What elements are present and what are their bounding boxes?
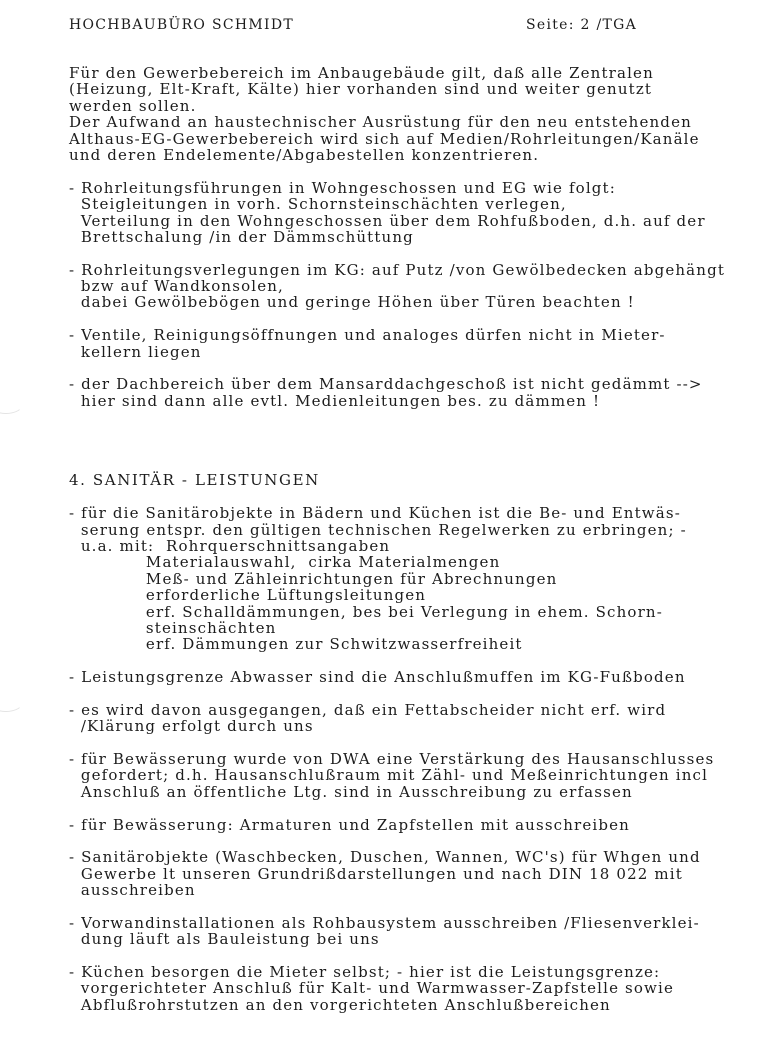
text-line: erf. Schalldämmungen, bes bei Verlegung in ehem. Schorn-	[69, 602, 663, 621]
text-line: /Klärung erfolgt durch uns	[69, 717, 314, 736]
punch-hole-mark	[0, 690, 24, 712]
text-line: Brettschalung /in der Dämmschüttung	[69, 227, 414, 246]
text-line: - für Bewässerung wurde von DWA eine Verstärkung des Hausanschlusses	[69, 750, 715, 769]
section-heading: 4. SANITÄR - LEISTUNGEN	[69, 471, 320, 490]
text-line: - Sanitärobjekte (Waschbecken, Duschen, Wannen, WC's) für Whgen und	[69, 848, 701, 867]
bullet-item	[69, 669, 754, 685]
text-line: werden sollen.	[69, 96, 197, 115]
text-line: - für die Sanitärobjekte in Bädern und Küchen ist die Be- und Entwäs-	[69, 504, 681, 523]
bullet-item	[69, 376, 754, 409]
bullet-item	[69, 262, 754, 311]
text-line: Abflußrohrstutzen an den vorgerichteten Anschlußbereichen	[69, 995, 611, 1014]
bullet-item	[69, 327, 754, 360]
text-line: - Küchen besorgen die Mieter selbst; - hier ist die Leistungsgrenze:	[69, 963, 661, 982]
text-line: - Ventile, Reinigungsöffnungen und analoges dürfen nicht in Mieter-	[69, 326, 666, 345]
text-line: - für Bewässerung: Armaturen und Zapfstellen mit ausschreiben	[69, 815, 630, 834]
text-line: Steigleitungen in vorh. Schornsteinschächten verlegen,	[69, 195, 567, 214]
text-line: Für den Gewerbebereich im Anbaugebäude gilt, daß alle Zentralen	[69, 64, 654, 82]
text-line: - Rohrleitungsführungen in Wohngeschossen und EG wie folgt:	[69, 178, 616, 197]
sanitaer-bullet-list	[69, 505, 754, 1013]
text-line: kellern liegen	[69, 342, 202, 361]
text-line: Althaus-EG-Gewerbebereich wird sich auf Medien/Rohrleitungen/Kanäle	[69, 129, 700, 148]
text-line: - der Dachbereich über dem Mansarddachgeschoß ist nicht gedämmt -->	[69, 375, 703, 394]
tga-bullet-list	[69, 180, 754, 409]
text-line: - es wird davon ausgegangen, daß ein Fettabscheider nicht erf. wird	[69, 700, 667, 719]
punch-hole-mark	[0, 392, 24, 414]
text-line: ausschreiben	[69, 881, 196, 900]
text-line: gefordert; d.h. Hausanschlußraum mit Zähl- und Meßeinrichtungen incl	[69, 766, 709, 785]
intro-paragraph	[69, 65, 754, 163]
text-line: hier sind dann alle evtl. Medienleitungen bes. zu dämmen !	[69, 391, 601, 410]
text-line: Gewerbe lt unseren Grundrißdarstellungen und nach DIN 18 022 mit	[69, 864, 683, 883]
text-line: und deren Endelemente/Abgabestellen konzentrieren.	[69, 145, 540, 164]
page-number: Seite: 2 /TGA	[526, 17, 638, 33]
text-line: Materialauswahl, cirka Materialmengen	[69, 553, 501, 572]
text-line: Meß- und Zähleinrichtungen für Abrechnungen	[69, 569, 558, 588]
text-line: u.a. mit: Rohrquerschnittsangaben	[69, 536, 391, 555]
text-line: erforderliche Lüftungsleitungen	[69, 586, 427, 605]
text-line: Anschluß an öffentliche Ltg. sind in Ausschreibung zu erfassen	[69, 782, 633, 801]
text-line: dabei Gewölbebögen und geringe Höhen über Türen beachten !	[69, 293, 635, 312]
text-line: vorgerichteter Anschluß für Kalt- und Warmwasser-Zapfstelle sowie	[69, 979, 675, 998]
bullet-item	[69, 702, 754, 735]
text-line: Der Aufwand an haustechnischer Ausrüstung für den neu entstehenden	[69, 113, 692, 132]
bullet-item	[69, 817, 754, 833]
text-line: - Leistungsgrenze Abwasser sind die Anschlußmuffen im KG-Fußboden	[69, 668, 686, 687]
bullet-item	[69, 180, 754, 246]
bullet-item	[69, 505, 754, 653]
company-header: HOCHBAUBÜRO SCHMIDT	[69, 17, 294, 33]
text-line: bzw auf Wandkonsolen,	[69, 277, 284, 296]
bullet-item	[69, 964, 754, 1013]
bullet-item	[69, 849, 754, 898]
text-line: - Vorwandinstallationen als Rohbausystem ausschreiben /Fliesenverklei-	[69, 913, 700, 932]
bullet-item	[69, 915, 754, 948]
text-line: (Heizung, Elt-Kraft, Kälte) hier vorhanden sind und weiter genutzt	[69, 80, 653, 99]
document-body	[69, 65, 754, 1013]
text-line: - Rohrleitungsverlegungen im KG: auf Putz /von Gewölbedecken abgehängt	[69, 260, 726, 279]
text-line: serung entspr. den gültigen technischen Regelwerken zu erbringen; -	[69, 520, 687, 539]
text-line: Verteilung in den Wohngeschossen über dem Rohfußboden, d.h. auf der	[69, 211, 706, 230]
text-line: dung läuft als Bauleistung bei uns	[69, 930, 380, 949]
text-line: erf. Dämmungen zur Schwitzwasserfreiheit	[69, 635, 523, 654]
bullet-item	[69, 751, 754, 800]
text-line: steinschächten	[69, 618, 277, 637]
